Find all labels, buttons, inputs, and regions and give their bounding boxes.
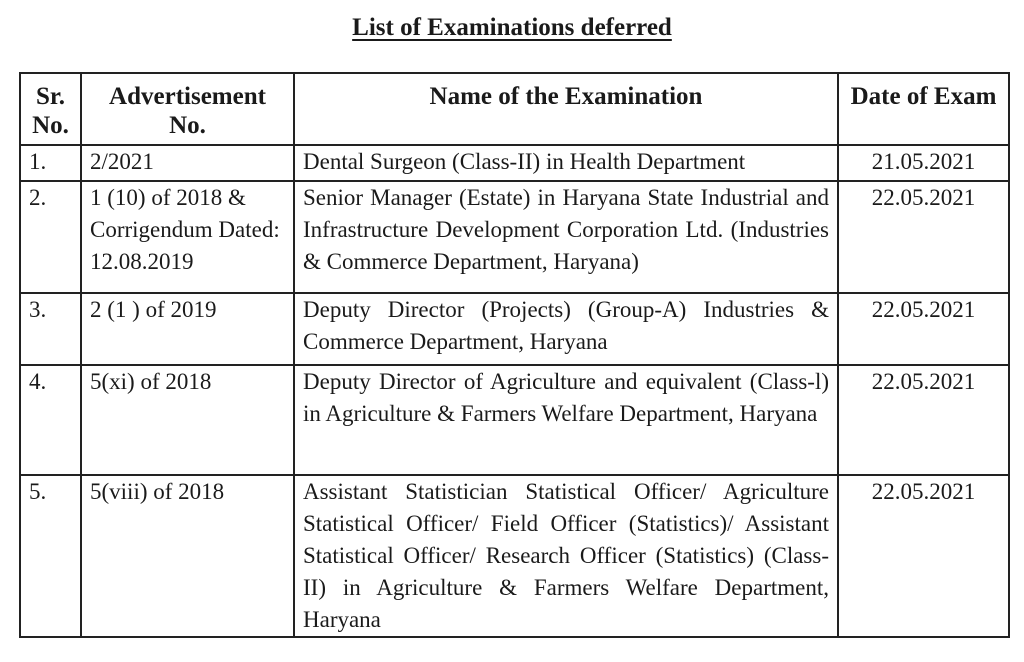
exam-date-cell: 22.05.2021 bbox=[838, 475, 1009, 637]
advertisement-cell: 5(xi) of 2018 bbox=[81, 365, 294, 475]
exam-date-cell: 22.05.2021 bbox=[838, 293, 1009, 365]
header-sr-no: Sr. No. bbox=[20, 73, 81, 145]
exam-name-cell: Assistant Statistician Statistical Officer/ Agriculture Statistical Officer/ Field Officer (Statistics)/ Assistant Statistical Officer/ Research Officer (Statistics) (Class-II) in Agriculture & Farmers Welfare Department, Haryana bbox=[294, 475, 838, 637]
advertisement-cell: 1 (10) of 2018 & Corrigendum Dated: 12.08.2019 bbox=[81, 181, 294, 293]
sr-no-cell: 2. bbox=[20, 181, 81, 293]
advertisement-cell: 5(viii) of 2018 bbox=[81, 475, 294, 637]
advertisement-cell: 2/2021 bbox=[81, 145, 294, 181]
sr-no-cell: 1. bbox=[20, 145, 81, 181]
exam-date-cell: 21.05.2021 bbox=[838, 145, 1009, 181]
table-row bbox=[20, 145, 1009, 181]
sr-no-cell: 3. bbox=[20, 293, 81, 365]
header-advertisement-no: Advertisement No. bbox=[81, 73, 294, 145]
table-row bbox=[20, 293, 1009, 365]
table-row bbox=[20, 181, 1009, 293]
document-title bbox=[0, 14, 1024, 42]
examinations-table bbox=[19, 72, 1010, 638]
sr-no-cell: 5. bbox=[20, 475, 81, 637]
sr-no-cell: 4. bbox=[20, 365, 81, 475]
exam-name-cell: Dental Surgeon (Class-II) in Health Department bbox=[294, 145, 838, 181]
exam-name-cell: Deputy Director of Agriculture and equivalent (Class-l) in Agriculture & Farmers Welfare Department, Haryana bbox=[294, 365, 838, 475]
table-header-row bbox=[20, 73, 1009, 145]
table-row bbox=[20, 365, 1009, 475]
table-row bbox=[20, 475, 1009, 637]
exam-date-cell: 22.05.2021 bbox=[838, 365, 1009, 475]
header-exam-name: Name of the Examination bbox=[294, 73, 838, 145]
document-title-text: List of Examinations deferred bbox=[352, 14, 672, 41]
exam-name-cell: Senior Manager (Estate) in Haryana State Industrial and Infrastructure Development Corporation Ltd. (Industries & Commerce Department, Haryana) bbox=[294, 181, 838, 293]
header-exam-date: Date of Exam bbox=[838, 73, 1009, 145]
advertisement-cell: 2 (1 ) of 2019 bbox=[81, 293, 294, 365]
exam-name-cell: Deputy Director (Projects) (Group-A) Industries & Commerce Department, Haryana bbox=[294, 293, 838, 365]
exam-date-cell: 22.05.2021 bbox=[838, 181, 1009, 293]
